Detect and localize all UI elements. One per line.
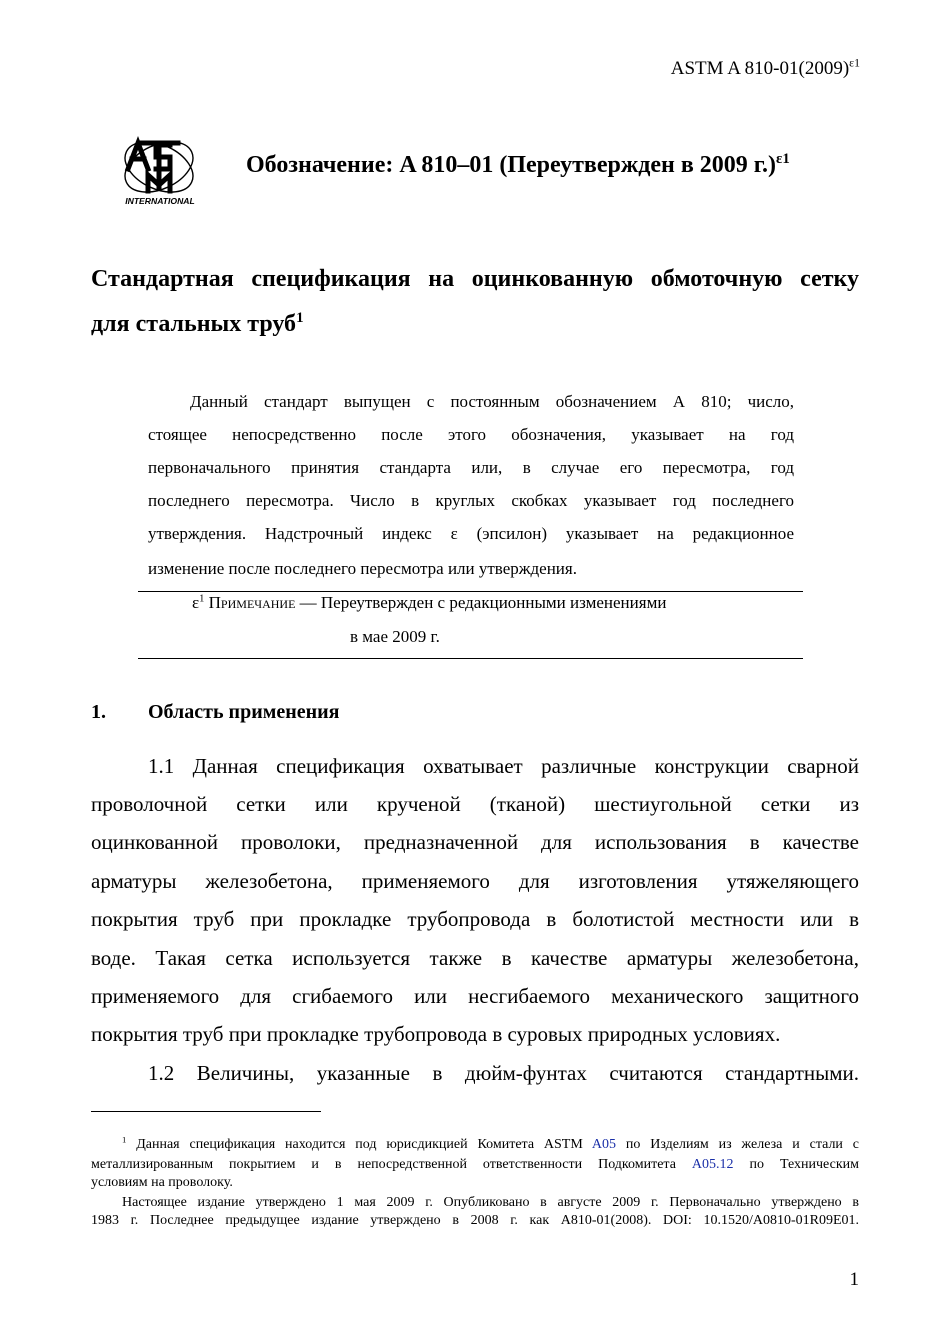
designation-superscript: ε1 (776, 151, 790, 167)
abstract-line: изменение после последнего пересмотра или утверждения. (148, 559, 577, 578)
abstract-line: утверждения. Надстрочный индекс ε (эпсилон) указывает на редакционное (148, 524, 794, 543)
footnote-line: $^1$ Данная спецификация находится под юрисдикцией Комитета ASTM A05 по Изделиям из железа и стали с (122, 1134, 860, 1152)
abstract-line: стоящее непосредственно после этого обозначения, указывает на год (148, 425, 794, 444)
body-line: воде. Такая сетка используется также в качестве арматуры железобетона, (91, 946, 859, 970)
astm-logo-icon (118, 133, 202, 207)
document-code: ASTM A $810-01(2009)^{\varepsilon 1}$ (670, 56, 860, 79)
abstract-line: последнего пересмотра. Число в круглых скобках указывает год последнего (148, 491, 794, 510)
document-code-superscript: ε1 (849, 56, 860, 70)
footnote-line: условиям на проволоку. (91, 1175, 233, 1190)
document-title-line-1: Стандартная спецификация на оцинкованную обмоточную сетку (91, 266, 859, 292)
section-number: 1. (91, 701, 106, 723)
logo-text: INTERNATIONAL (125, 196, 195, 206)
body-line: проволочной сетки или крученой (тканой) шестиугольной сетки из (91, 792, 859, 816)
body-line: покрытия труб при прокладке трубопровода в болотистой местности или в (91, 907, 859, 931)
page-number: 1 (849, 1269, 859, 1290)
footnote-line: 1983 г. Последнее предыдущее издание утверждено в 2008 г. как A810-01(2008). DOI: 10.1520/A0810-01R09E01. (91, 1213, 859, 1228)
abstract-line: первоначального принятия стандарта или, в случае его пересмотра, год (148, 458, 794, 477)
body-line: покрытия труб при прокладке трубопровода в суровых природных условиях. (91, 1022, 781, 1046)
committee-link-a05[interactable]: A05 (591, 1137, 617, 1152)
document-designation: Обозначение: A 810–01 (Переутвержден в 2009 г.)$^{\varepsilon 1}$ (246, 151, 790, 178)
body-line: 1.2 Величины, указанные в дюйм-фунтах считаются стандартными. (148, 1061, 859, 1085)
footnote-line: металлизированным покрытием и в непосредственной ответственности Подкомитета A05.12 по Техническим (91, 1157, 859, 1172)
subcommittee-link-a0512[interactable]: A05.12 (691, 1157, 734, 1172)
editorial-note: $\varepsilon^1$ Примечание — Переутвержден с редакционными изменениями (192, 593, 667, 612)
footnote-number: 1 (122, 1134, 127, 1145)
document-title-line-2: для стальных труб$^1$ (91, 310, 304, 337)
body-line: оцинкованной проволоки, предназначенной для использования в качестве (91, 830, 859, 854)
note-top-rule (138, 591, 803, 592)
body-line: арматуры железобетона, применяемого для изготовления утяжеляющего (91, 869, 859, 893)
body-line: 1.1 Данная спецификация охватывает различные конструкции сварной (148, 754, 859, 778)
section-title: Область применения (148, 701, 340, 723)
title-footnote-ref: 1 (296, 310, 304, 326)
abstract-line: Данный стандарт выпущен с постоянным обозначением А 810; число, (190, 392, 794, 411)
footnote-separator (91, 1111, 321, 1112)
note-bottom-rule (138, 658, 803, 659)
footnote-line: Настоящее издание утверждено 1 мая 2009 г. Опубликовано в августе 2009 г. Первоначально утверждено в (122, 1195, 859, 1210)
note-label: Примечание (208, 593, 296, 612)
astm-international-logo (118, 133, 202, 207)
editorial-note-line-2: в мае 2009 г. (350, 627, 440, 646)
body-line: применяемого для сгибаемого или несгибаемого механического защитного (91, 984, 859, 1008)
